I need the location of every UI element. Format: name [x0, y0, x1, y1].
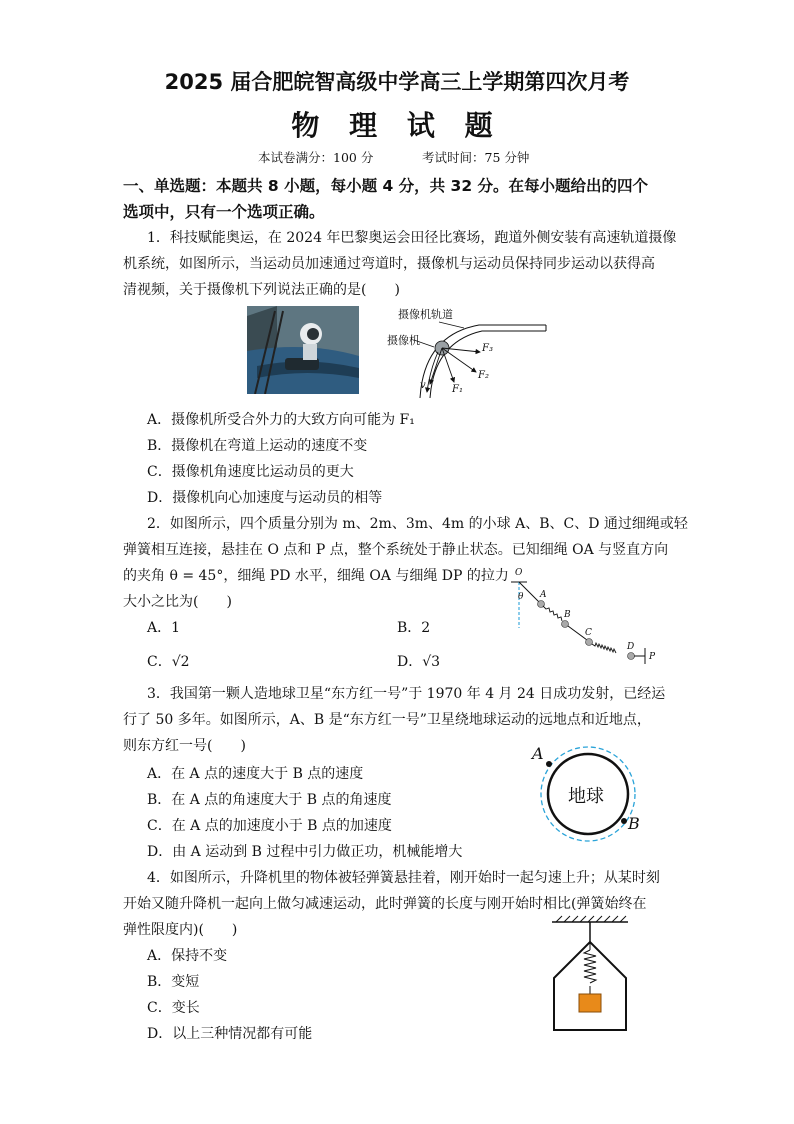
label-D: D [627, 642, 635, 652]
label-apogee-A: A [532, 744, 544, 763]
camera-photo [247, 306, 359, 394]
subject-title: 物 理 试 题 [291, 109, 503, 142]
q1-option-a: A．摄像机所受合外力的大致方向可能为 F₁ [147, 412, 415, 428]
q1-line2: 机系统，如图所示，当运动员加速通过弯道时，摄像机与运动员保持同步运动以获得高 [123, 256, 655, 272]
q4-option-d: D．以上三种情况都有可能 [147, 1026, 313, 1042]
label-C: C [585, 628, 592, 638]
q1-line1: 1．科技赋能奥运，在 2024 年巴黎奥运会田径比赛场，跑道外侧安装有高速轨道摄像 [147, 230, 677, 246]
label-camera: 摄像机 [387, 334, 420, 347]
full-score: 本试卷满分：100 分 [258, 150, 374, 165]
label-theta: θ [518, 592, 524, 602]
q4-option-c: C．变长 [147, 1000, 200, 1016]
exam-time: 考试时间：75 分钟 [422, 150, 530, 165]
q2-line4: 大小之比为( ) [123, 594, 232, 610]
section-heading-line1: 一、单选题：本题共 8 小题，每小题 4 分，共 32 分。在每小题给出的四个 [123, 177, 649, 195]
label-B: B [564, 610, 571, 620]
q3-line3: 则东方红一号( ) [123, 738, 246, 754]
q1-option-d: D．摄像机向心加速度与运动员的相等 [147, 490, 383, 506]
q3-line1: 3．我国第一颗人造地球卫星“东方红一号”于 1970 年 4 月 24 日成功发射，已经运 [147, 686, 666, 702]
q3-option-d: D．由 A 运动到 B 过程中引力做正功，机械能增大 [147, 844, 463, 860]
label-A: A [540, 590, 547, 600]
camera-force-diagram [384, 300, 554, 400]
label-perigee-B: B [628, 814, 640, 833]
q3-option-b: B．在 A 点的角速度大于 B 点的角速度 [147, 792, 392, 808]
q3-line2: 行了 50 多年。如图所示，A、B 是“东方红一号”卫星绕地球运动的远地点和近地点， [123, 712, 651, 728]
q1-option-c: C．摄像机角速度比运动员的更大 [147, 464, 354, 480]
label-earth: 地球 [568, 786, 604, 807]
q2-line1: 2．如图所示，四个质量分别为 m、2m、3m、4m 的小球 A、B、C、D 通过细绳或轻 [147, 516, 688, 532]
q4-option-a: A．保持不变 [147, 948, 228, 964]
spring-ball-diagram [505, 568, 660, 668]
q2-line2: 弹簧相互连接，悬挂在 O 点和 P 点，整个系统处于静止状态。已知细绳 OA 与竖直方向 [123, 542, 669, 558]
q2-option-c: C．√2 [147, 654, 190, 670]
label-F2: F₂ [478, 370, 489, 381]
exam-title: 2025 届合肥皖智高级中学高三上学期第四次月考 [164, 70, 630, 94]
q4-line1: 4．如图所示，升降机里的物体被轻弹簧悬挂着，刚开始时一起匀速上升；从某时刻 [147, 870, 660, 886]
label-O: O [515, 568, 523, 578]
elevator-spring-diagram [548, 914, 632, 1034]
earth-orbit-diagram [528, 742, 648, 842]
q2-option-a: A．1 [147, 620, 181, 636]
q1-option-b: B．摄像机在弯道上运动的速度不变 [147, 438, 368, 454]
q3-option-c: C．在 A 点的加速度小于 B 点的加速度 [147, 818, 392, 834]
label-F1: F₁ [452, 384, 463, 395]
q2-option-b: B．2 [397, 620, 431, 636]
q2-option-d: D．√3 [397, 654, 441, 670]
section-heading-line2: 选项中，只有一个选项正确。 [123, 203, 325, 221]
q4-option-b: B．变短 [147, 974, 200, 990]
q4-line3: 弹性限度内)( ) [123, 922, 238, 938]
q1-line3: 清视频，关于摄像机下列说法正确的是( ) [123, 282, 400, 298]
q3-option-a: A．在 A 点的速度大于 B 点的速度 [147, 766, 364, 782]
q2-line3: 的夹角 θ = 45°，细绳 PD 水平，细绳 OA 与细绳 DP 的拉力 [123, 568, 509, 584]
label-v: v [420, 380, 426, 391]
label-P: P [649, 652, 656, 662]
q4-line2: 开始又随升降机一起向上做匀减速运动，此时弹簧的长度与刚开始时相比(弹簧始终在 [123, 896, 647, 912]
label-track: 摄像机轨道 [398, 308, 453, 321]
label-F3: F₃ [482, 343, 493, 354]
